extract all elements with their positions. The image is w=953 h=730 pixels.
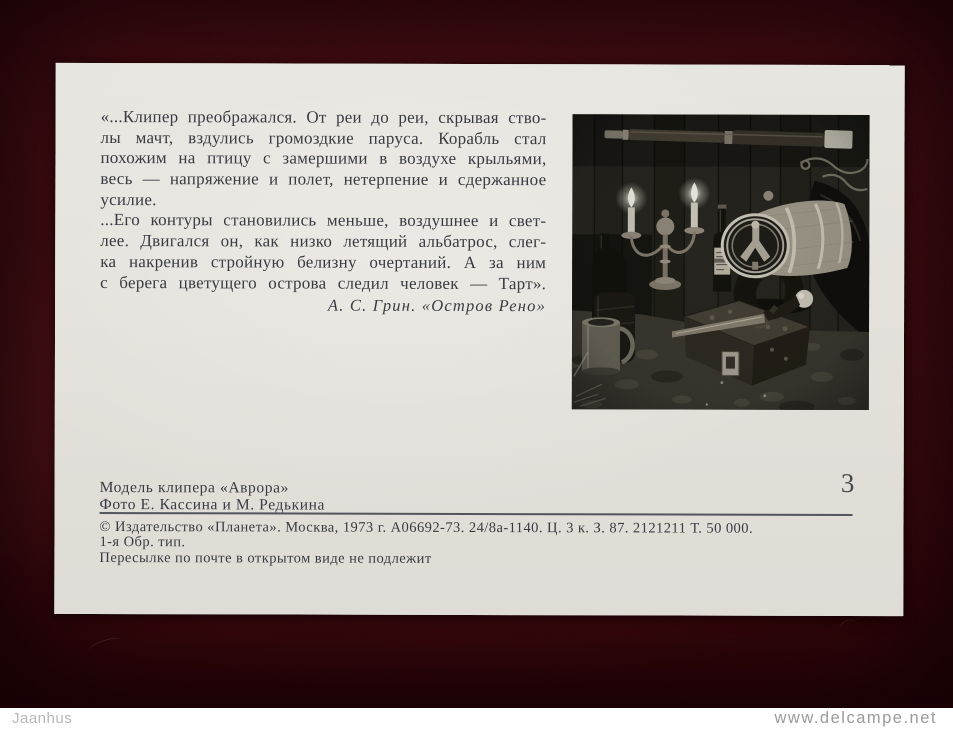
watermark-strip — [0, 708, 953, 730]
caption-photographer: Фото Е. Кассина и М. Редькина — [99, 496, 326, 514]
quote-line: «...Клипер преображался. От реи до реи, скрывая ство- — [100, 107, 547, 128]
watermark-delcampe: www.delcampe.net — [774, 709, 937, 727]
still-life-photo — [572, 114, 870, 410]
quote-line: похожим на птицу с замершими в воздухе крыльями, — [100, 148, 547, 169]
imprint-block — [99, 520, 859, 569]
divider-rule — [100, 512, 853, 516]
imprint-printer-line: 1-я Обр. тип. — [99, 534, 186, 551]
quote-line: ...Его контуры становились меньше, воздушнее и свет- — [100, 210, 547, 231]
quote-attribution: А. С. Грин. «Остров Рено» — [327, 295, 547, 316]
page-number: 3 — [840, 467, 855, 498]
quote-line: лее. Двигался он, как низко летящий альбатрос, слег- — [100, 231, 547, 252]
quote-block — [100, 107, 546, 294]
imprint-postal-notice: Пересылке по почте в открытом виде не подлежит — [99, 549, 432, 567]
imprint-publisher-line: © Издательство «Планета». Москва, 1973 г. А06692-73. 24/8а-1140. Ц. 3 к. З. 87. 2121211 Т. 50 000. — [99, 518, 754, 537]
quote-line: ка накренив стройную белизну очертаний. А за ним — [100, 251, 547, 272]
quote-line: с берега цветущего острова следил человек — Тарт». — [100, 272, 547, 293]
watermark-jaanhus: Jaanhus — [12, 710, 73, 727]
caption-title: Модель клипера «Аврора» — [99, 479, 289, 497]
quote-line: весь — напряжение и полет, нетерпение и сдержанное — [100, 169, 547, 190]
film-grain — [572, 114, 870, 410]
quote-line: лы мачт, вздулись громоздкие паруса. Корабль стал — [100, 127, 547, 148]
postcard — [54, 63, 904, 616]
quote-line: усилие. — [100, 189, 157, 209]
caption-block — [100, 479, 326, 514]
